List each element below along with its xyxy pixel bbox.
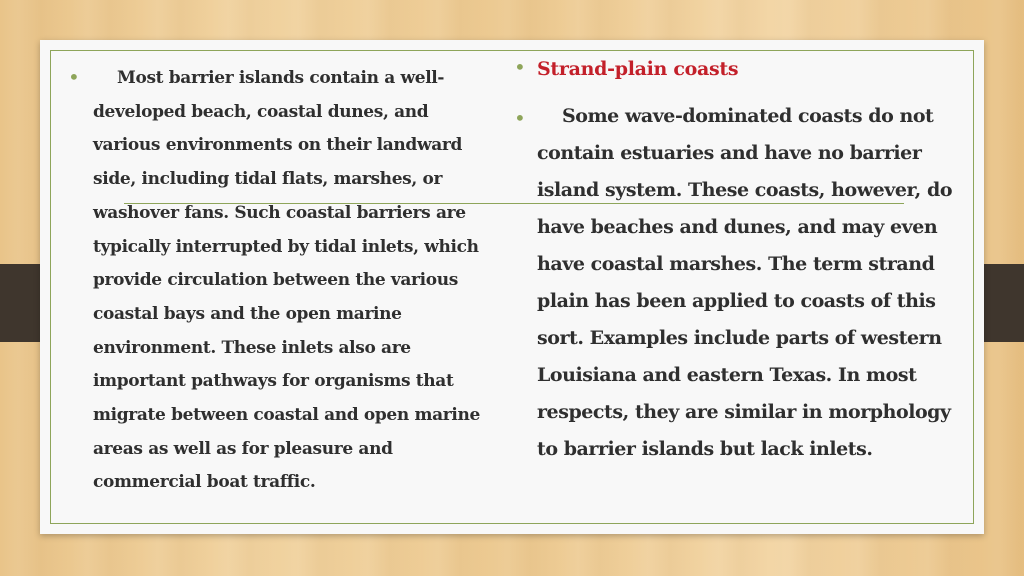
- left-paragraph: Most barrier islands contain a well-developed beach, coastal dunes, and various environments on their landward side, including tidal flats, marshes, or washover fans. Such coastal barriers are typically interrupted by tidal inlets, which provide circulation between the various coastal bays and the open marine environment. These inlets also are important pathways for organisms that migrate between coastal and open marine areas as well as for pleasure and commercial boat traffic.: [93, 68, 480, 493]
- right-bullet: •: [514, 106, 526, 130]
- right-paragraph: Some wave-dominated coasts do not contain estuaries and have no barrier island system. These coasts, however, do have beaches and dunes, and may even have coastal marshes. The term strand plain has been applied to coasts of this sort. Examples include parts of western Louisiana and eastern Texas. In most respects, they are similar in morphology to barrier islands but lack inlets.: [537, 105, 953, 460]
- slide-card: [40, 40, 984, 534]
- heading-bullet: •: [514, 55, 526, 79]
- section-heading: Strand-plain coasts: [537, 58, 739, 80]
- left-bullet: •: [68, 65, 80, 89]
